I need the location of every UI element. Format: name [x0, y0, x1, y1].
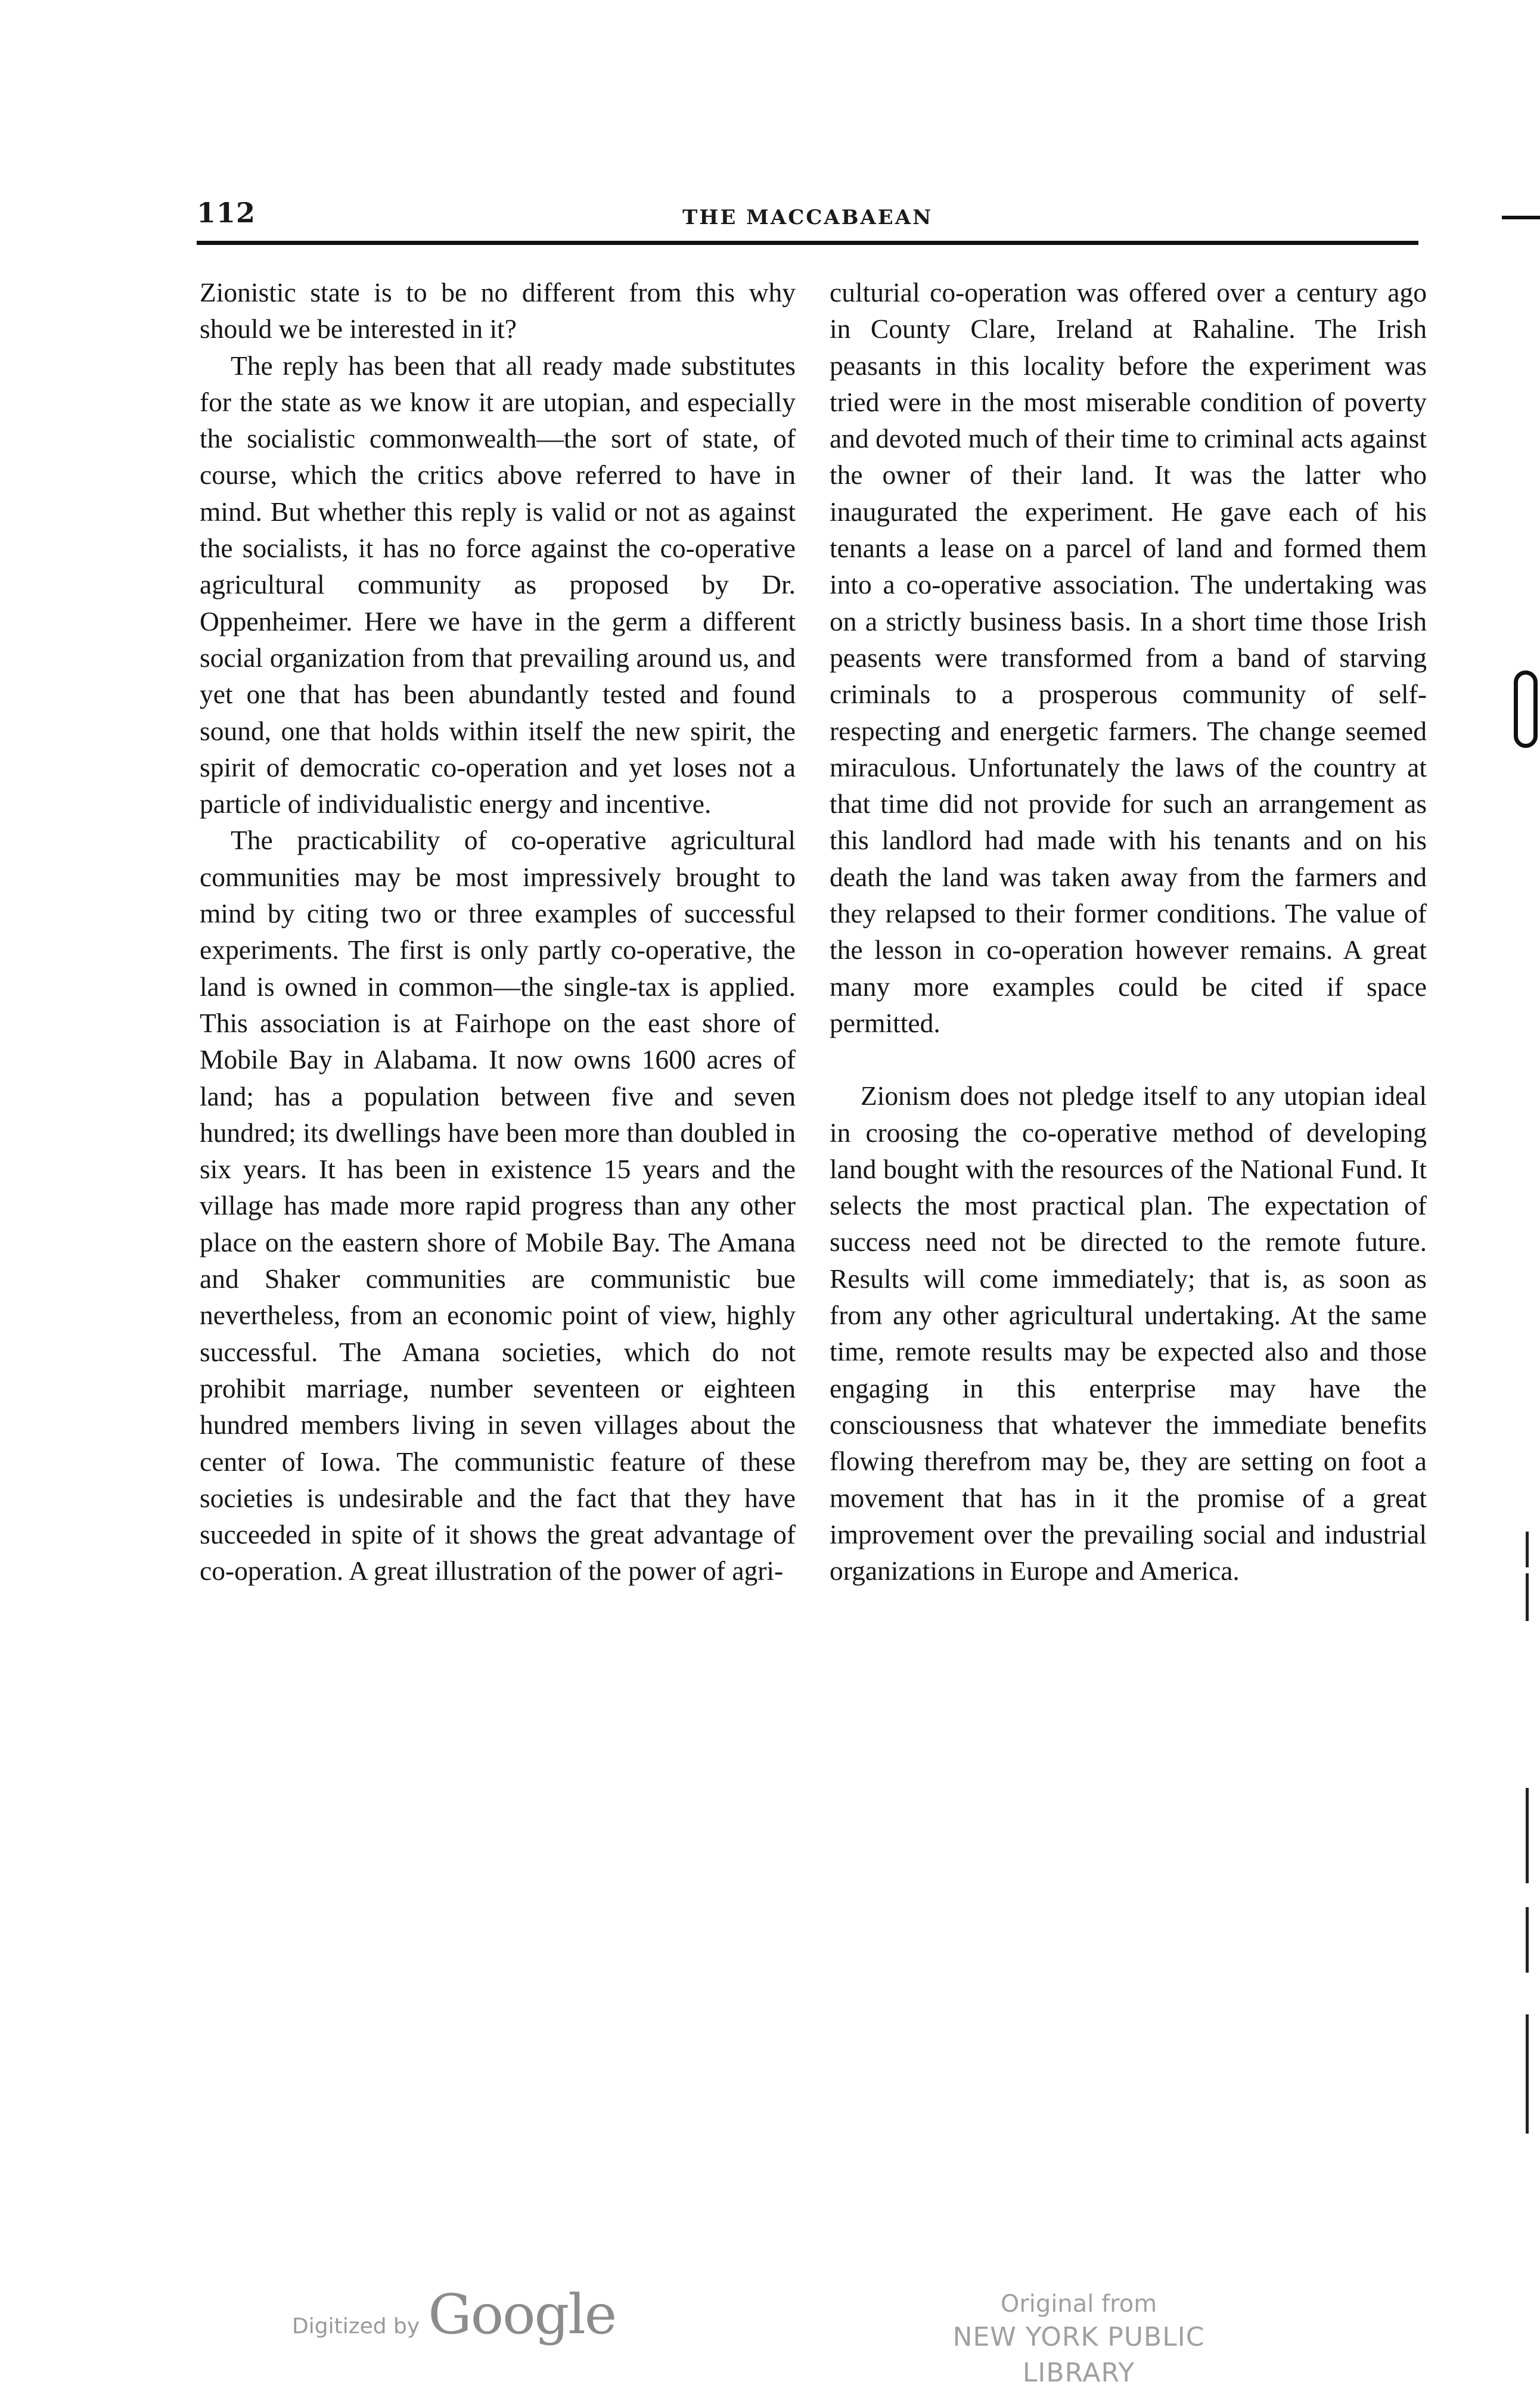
header-rule — [197, 241, 1418, 245]
margin-bar-mark — [1526, 2014, 1529, 2134]
margin-bar-mark — [1526, 1573, 1529, 1621]
paragraph: Zionistic state is to be no different from this why should we be interested in it? — [200, 277, 796, 344]
paragraph: The reply has been that all ready made substitutes for the state as we know it are utopian, and especially the socialistic commonwealth—the sort of state, of course, which the critics above referred to have in mind. But whether this reply is valid or not as against the socialists, it has no force against the co-operative agricultural community as proposed by Dr. Oppenheimer. Here we have in the germ a different social organization from that prevailing around us, and yet one that has been abundantly tested and found sound, one that holds within itself the new spirit, the spirit of democratic co-operation and yet loses not a particle of individualistic energy and incentive. — [200, 350, 796, 819]
left-column — [200, 274, 796, 1589]
right-column — [830, 274, 1427, 1589]
page-number: 112 — [197, 197, 256, 229]
margin-dash-mark — [1502, 216, 1540, 219]
original-from-label: Original from — [1000, 2290, 1157, 2318]
margin-bar-mark — [1526, 1788, 1529, 1883]
paragraph: The practicability of co-operative agricultural communities may be most impressively brought to mind by citing two or three examples of successful experiments. The first is only partly co-operative, the land is owned in common—the single-tax is applied. This association is at Fairhope on the east shore of Mobile Bay in Alabama. It now owns 1600 acres of land; has a population between five and seven hundred; its dwellings have been more than doubled in six years. It has been in existence 15 years and the village has made more rapid progress than any other place on the eastern shore of Mobile Bay. The Amana and Shaker communities are communistic bue nevertheless, from an economic point of view, highly successful. The Amana societies, which do not prohibit marriage, number seventeen or eighteen hundred members living in seven villages about the center of Iowa. The communistic feature of these societies is undesirable and the fact that they have succeeded in spite of it shows the great advantage of co-operation. A great illustration of the power of agri- — [200, 825, 796, 1586]
digitized-by-google-watermark — [292, 2283, 616, 2346]
paragraph: culturial co-operation was offered over a century ago in County Clare, Ireland at Rahaline. The Irish peasants in this locality before the experiment was tried were in the most miserable condition of poverty and devoted much of their time to criminal acts against the owner of their land. It was the latter who inaugurated the experiment. He gave each of his tenants a lease on a parcel of land and formed them into a co-operative association. The undertaking was on a strictly business basis. In a short time those Irish peasents were transformed from a band of starving criminals to a prosperous community of self-respecting and energetic farmers. The change seemed miraculous. Unfortunately the laws of the country at that time did not provide for such an arrangement as this landlord had made with his tenants and on his death the land was taken away from the farmers and they relapsed to their former conditions. The value of the lesson in co-operation however remains. A great many more examples could be cited if space permitted. — [830, 277, 1427, 1038]
next-page-edge-mark — [1514, 670, 1538, 748]
original-source-watermark — [894, 2288, 1263, 2391]
margin-bar-mark — [1526, 1907, 1529, 1973]
margin-bar-mark — [1526, 1532, 1529, 1567]
google-logo: Google — [428, 2283, 616, 2346]
paragraph: Zionism does not pledge itself to any utopian ideal in croosing the co-operative method of developing land bought with the resources of the National Fund. It selects the most practical plan. The expectation of success need not be directed to the remote future. Results will come immediately; that is, as soon as from any other agricultural undertaking. At the same time, remote results may be expected also and those engaging in this enterprise may have the consciousness that whatever the immediate benefits flowing therefrom may be, they are setting on foot a movement that has in it the promise of a great improvement over the prevailing social and industrial organizations in Europe and America. — [830, 1080, 1427, 1586]
digitized-by-label: Digitized by — [292, 2314, 420, 2339]
library-name: NEW YORK PUBLIC LIBRARY — [952, 2322, 1205, 2388]
running-title: THE MACCABAEAN — [682, 206, 933, 229]
